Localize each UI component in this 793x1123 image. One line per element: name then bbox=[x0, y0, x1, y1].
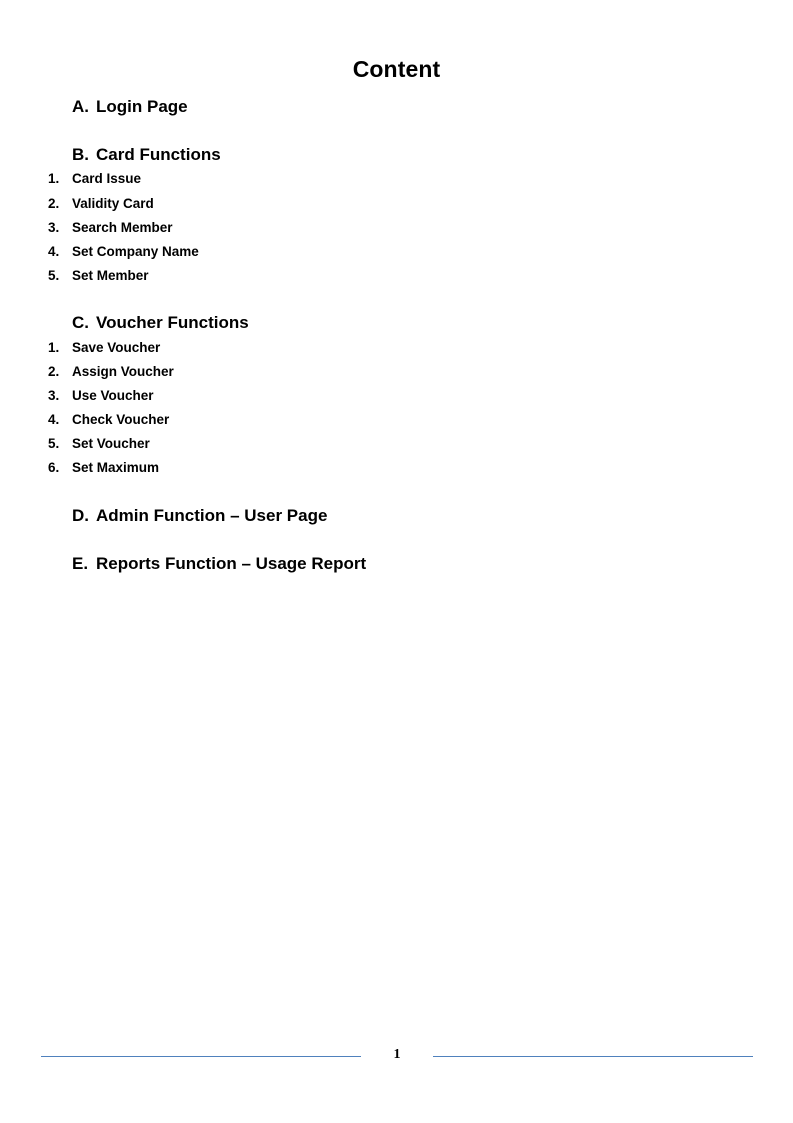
list-label: Card Issue bbox=[72, 171, 142, 186]
list-number: 6. bbox=[48, 460, 60, 475]
list-item bbox=[48, 412, 169, 427]
list-label: Set Maximum bbox=[72, 460, 160, 475]
section-letter: C. bbox=[72, 313, 89, 332]
section-b-heading bbox=[72, 145, 221, 165]
list-item bbox=[48, 460, 159, 475]
list-label: Set Voucher bbox=[72, 436, 150, 451]
list-item bbox=[48, 244, 199, 259]
list-number: 4. bbox=[48, 412, 60, 427]
section-letter: D. bbox=[72, 506, 89, 525]
list-number: 2. bbox=[48, 364, 60, 379]
section-e-heading bbox=[72, 554, 366, 574]
list-item bbox=[48, 171, 141, 186]
list-number: 5. bbox=[48, 268, 60, 283]
page-title: Content bbox=[352, 56, 441, 82]
footer-rule-right bbox=[433, 1056, 753, 1057]
section-letter: B. bbox=[72, 145, 89, 164]
list-number: 1. bbox=[48, 171, 60, 186]
list-item bbox=[48, 364, 174, 379]
list-number: 1. bbox=[48, 340, 60, 355]
list-item bbox=[48, 268, 149, 283]
section-label: Reports Function – Usage Report bbox=[96, 554, 367, 573]
list-label: Set Company Name bbox=[72, 244, 199, 259]
footer-rule-left bbox=[41, 1056, 361, 1057]
list-item bbox=[48, 220, 173, 235]
section-label: Voucher Functions bbox=[96, 313, 249, 332]
list-number: 3. bbox=[48, 388, 60, 403]
section-letter: E. bbox=[72, 554, 89, 573]
list-label: Save Voucher bbox=[72, 340, 161, 355]
list-label: Validity Card bbox=[72, 196, 154, 211]
section-letter: A. bbox=[72, 97, 89, 116]
list-label: Use Voucher bbox=[72, 388, 154, 403]
section-label: Login Page bbox=[96, 97, 188, 116]
list-item bbox=[48, 196, 154, 211]
list-number: 5. bbox=[48, 436, 60, 451]
list-label: Search Member bbox=[72, 220, 173, 235]
list-item bbox=[48, 340, 160, 355]
section-c-heading bbox=[72, 313, 249, 333]
page-number: 1 bbox=[393, 1047, 401, 1062]
list-label: Assign Voucher bbox=[72, 364, 174, 379]
list-number: 2. bbox=[48, 196, 60, 211]
section-d-heading bbox=[72, 506, 327, 526]
list-label: Check Voucher bbox=[72, 412, 170, 427]
section-label: Card Functions bbox=[96, 145, 221, 164]
list-number: 3. bbox=[48, 220, 60, 235]
list-item bbox=[48, 436, 150, 451]
section-label: Admin Function – User Page bbox=[96, 506, 328, 525]
list-label: Set Member bbox=[72, 268, 149, 283]
section-a-heading bbox=[72, 97, 188, 117]
list-number: 4. bbox=[48, 244, 60, 259]
list-item bbox=[48, 388, 154, 403]
